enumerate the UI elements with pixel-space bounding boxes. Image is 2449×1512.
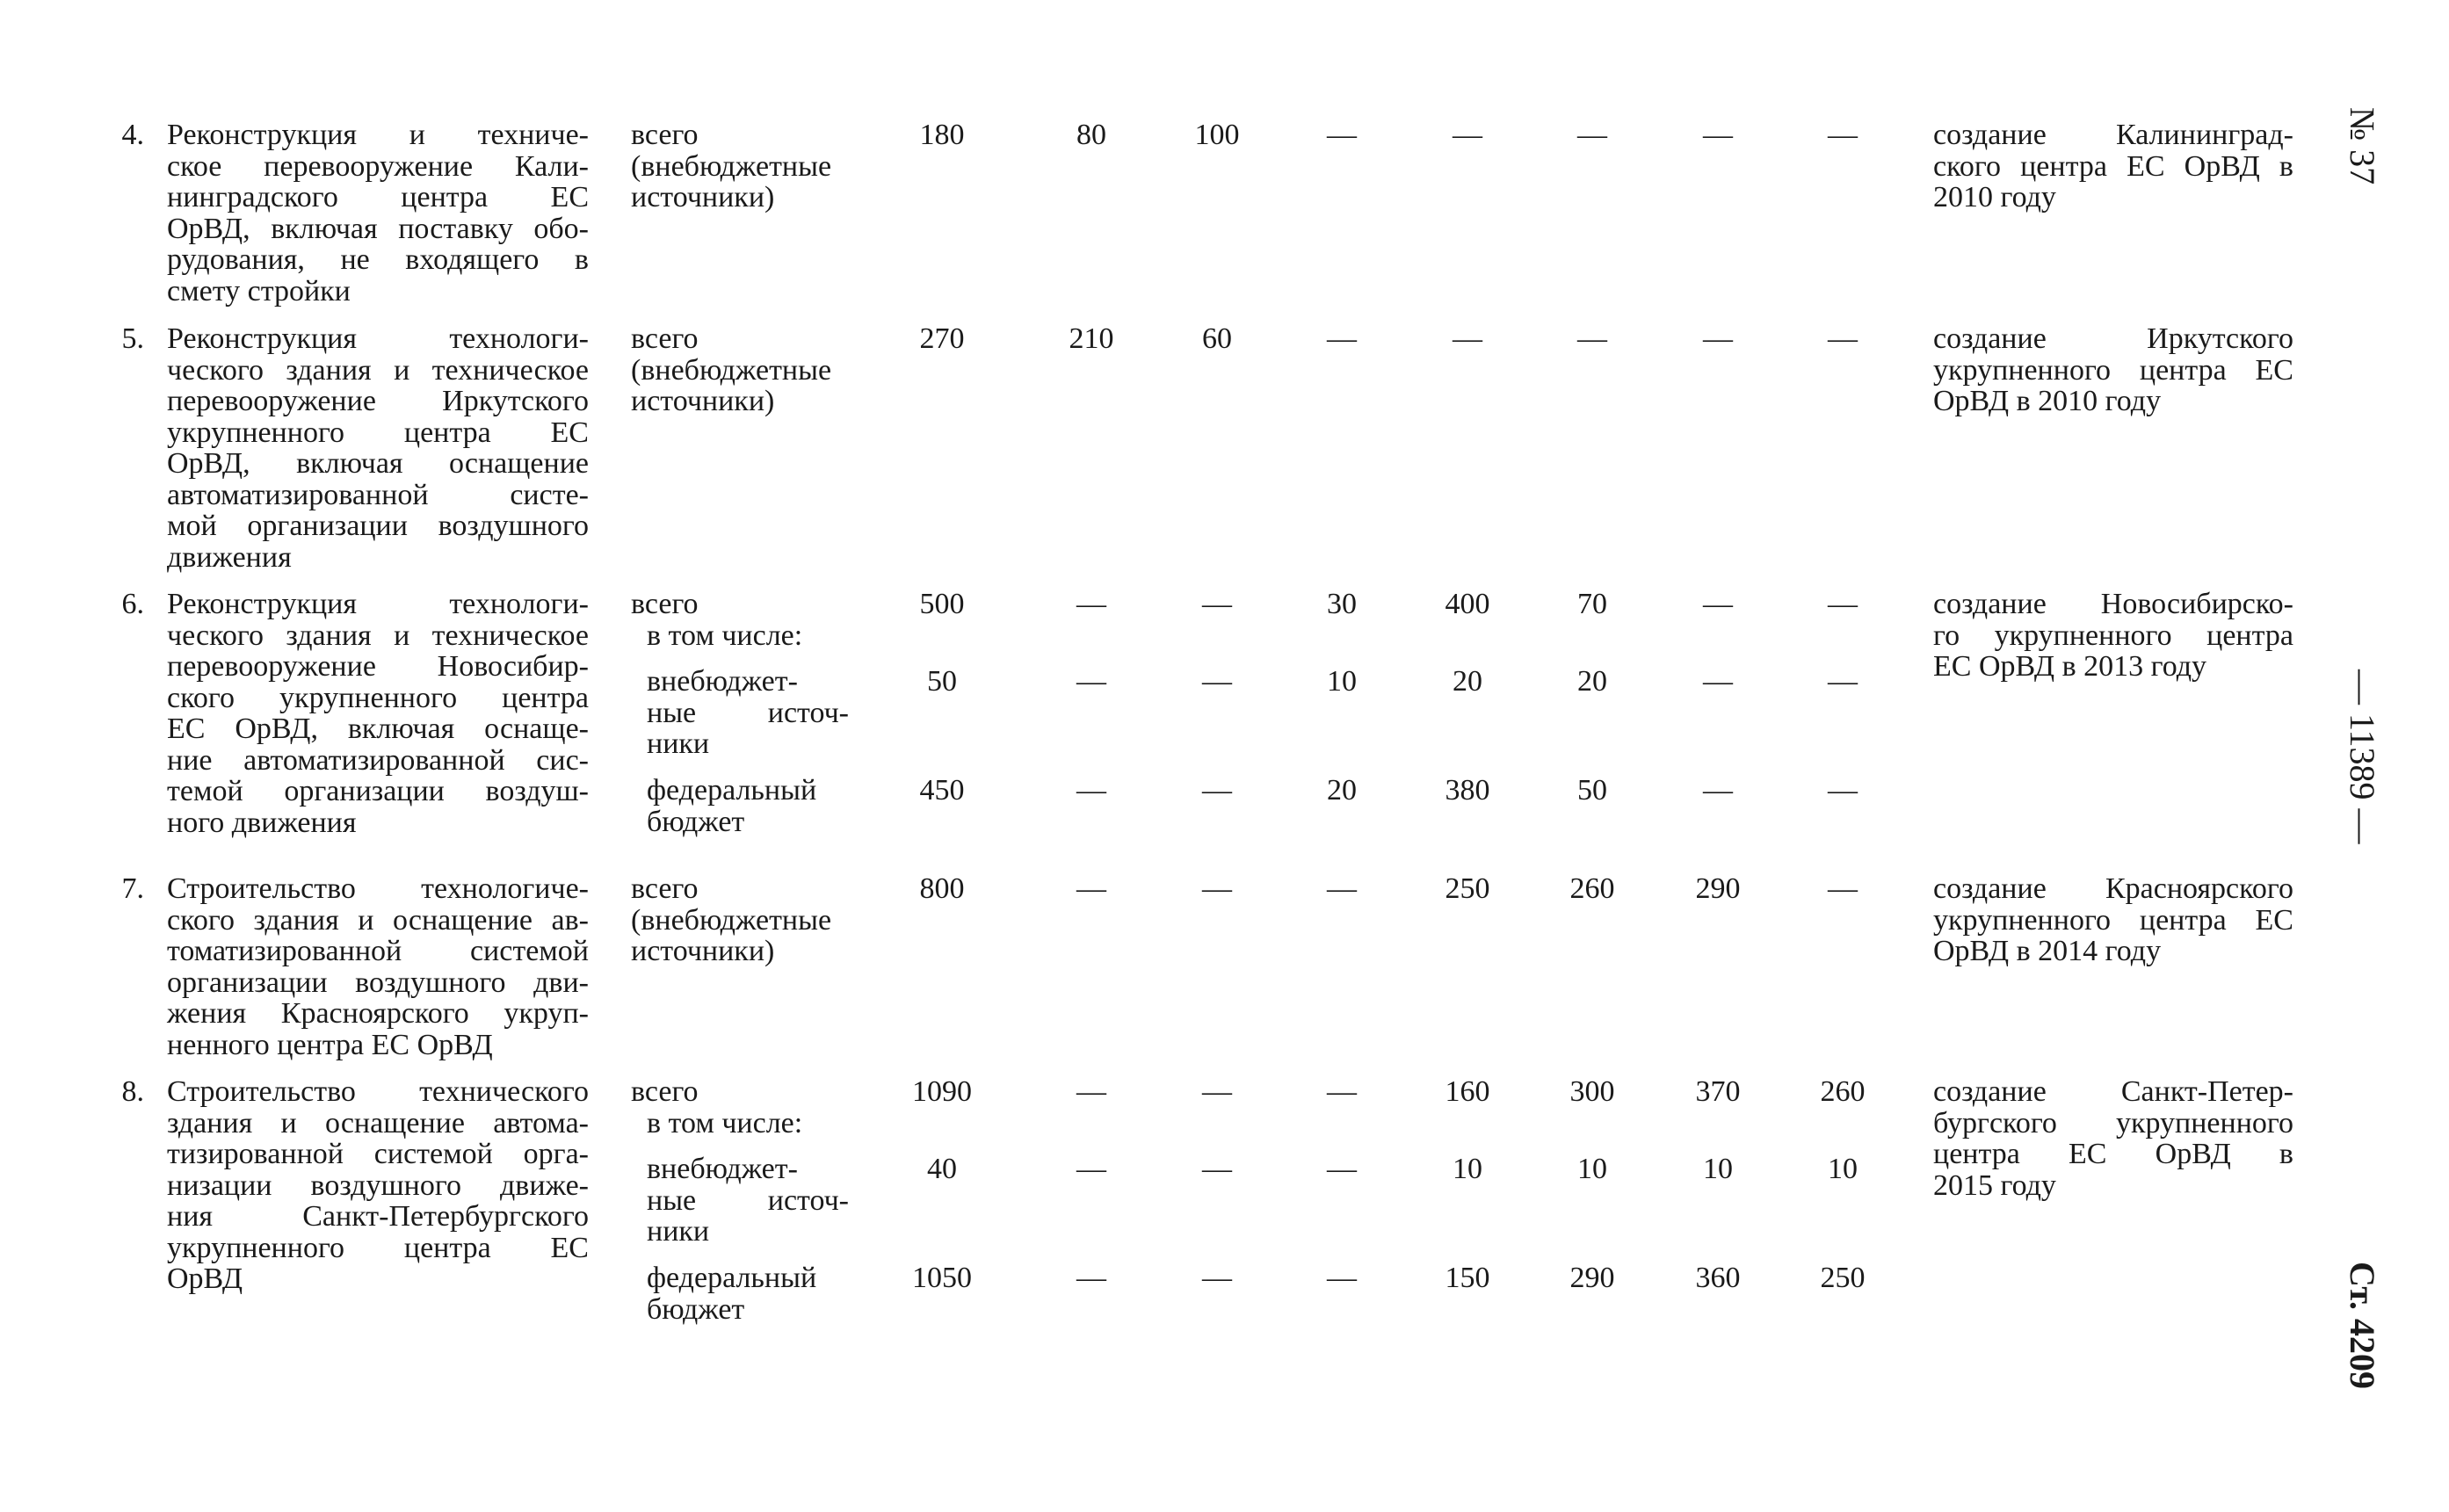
value-2012: 20 [1453,665,1482,698]
value-2009: — [1076,1153,1106,1185]
value-total: 50 [927,665,957,698]
subrow-label: внебюджет- ные источ- ники [647,665,849,760]
value-total: 450 [919,774,965,807]
article-number: Ст. 4209 [2343,1262,2382,1389]
value-2014: — [1703,588,1733,620]
row-description: Реконструкция технологи- ческого здания и техническое перевооружение Иркутского укрупненного центра ЕС ОрВД, включая оснащение автоматизированной систе- мой организации воздушного движения [167,322,589,574]
funding-source: всего (внебюджетные источники) [631,322,832,417]
value-2011: 20 [1327,774,1357,807]
value-2010: — [1202,774,1232,807]
value-2009: — [1076,1075,1106,1108]
funding-source: всего в том числе: [631,1075,803,1139]
value-2012: 150 [1445,1262,1490,1294]
value-2014: — [1703,665,1733,698]
expected-result: создание Красноярского укрупненного центра ЕС ОрВД в 2014 году [1933,872,2293,967]
value-2013: 50 [1577,774,1607,807]
value-2010: 100 [1194,119,1240,151]
value-2009: — [1076,588,1106,620]
value-2014: — [1703,774,1733,807]
value-2013: 10 [1577,1153,1607,1185]
value-2013: — [1577,119,1607,151]
value-2011: — [1327,872,1357,905]
value-2011: — [1327,1075,1357,1108]
value-2014: 10 [1703,1153,1733,1185]
value-2015: 260 [1820,1075,1866,1108]
value-2009: 80 [1076,119,1106,151]
value-total: 800 [919,872,965,905]
value-2015: — [1828,322,1858,355]
funding-source: всего в том числе: [631,588,803,652]
value-2009: 210 [1069,322,1114,355]
value-2012: 160 [1445,1075,1490,1108]
row-number: 6. [121,588,144,620]
value-2010: — [1202,1153,1232,1185]
row-number: 5. [121,322,144,355]
row-number: 8. [121,1075,144,1108]
value-2011: — [1327,119,1357,151]
value-2012: — [1453,322,1482,355]
value-2014: 370 [1695,1075,1741,1108]
value-2010: — [1202,1075,1232,1108]
value-2009: — [1076,665,1106,698]
value-total: 180 [919,119,965,151]
value-2011: — [1327,322,1357,355]
value-2010: — [1202,1262,1232,1294]
value-2014: 290 [1695,872,1741,905]
row-description: Строительство технологиче- ского здания и оснащение ав- томатизированной системой организации воздушного дви- жения Красноярского укруп- ненного центра ЕС ОрВД [167,872,589,1061]
value-2014: — [1703,119,1733,151]
value-2014: 360 [1695,1262,1741,1294]
value-2013: — [1577,322,1607,355]
value-2015: 250 [1820,1262,1866,1294]
value-2012: — [1453,119,1482,151]
value-2009: — [1076,774,1106,807]
value-2012: 250 [1445,872,1490,905]
page-number: — 11389 — [2343,669,2382,844]
value-2013: 70 [1577,588,1607,620]
row-description: Реконструкция технологи- ческого здания и техническое перевооружение Новосибир- ского укрупненного центра ЕС ОрВД, включая оснаще- ние автоматизированной сис- темой организации воздуш- ного движения [167,588,589,839]
expected-result: создание Санкт-Петер- бургского укрупненного центра ЕС ОрВД в 2015 году [1933,1075,2293,1202]
value-2012: 380 [1445,774,1490,807]
issue-number: № 37 [2343,107,2382,185]
value-2015: — [1828,774,1858,807]
value-2009: — [1076,872,1106,905]
value-2013: 290 [1569,1262,1615,1294]
value-2011: — [1327,1262,1357,1294]
value-2010: 60 [1202,322,1232,355]
value-2015: — [1828,588,1858,620]
row-description: Реконструкция и техниче- ское перевооружение Кали- нинградского центра ЕС ОрВД, включая поставку обо- рудования, не входящего в смету стройки [167,119,589,307]
value-2015: — [1828,665,1858,698]
value-total: 1090 [912,1075,972,1108]
value-total: 270 [919,322,965,355]
value-2014: — [1703,322,1733,355]
funding-source: всего (внебюджетные источники) [631,119,832,213]
value-2013: 20 [1577,665,1607,698]
value-2011: — [1327,1153,1357,1185]
value-total: 500 [919,588,965,620]
value-2010: — [1202,665,1232,698]
value-2010: — [1202,872,1232,905]
expected-result: создание Калининград- ского центра ЕС ОрВД в 2010 году [1933,119,2293,213]
row-number: 7. [121,872,144,905]
row-description: Строительство технического здания и оснащение автома- тизированной системой орга- низации воздушного движе- ния Санкт-Петербургского укрупненного центра ЕС ОрВД [167,1075,589,1295]
value-2012: 400 [1445,588,1490,620]
value-2010: — [1202,588,1232,620]
subrow-label: федеральный бюджет [647,1262,817,1326]
expected-result: создание Новосибирско- го укрупненного центра ЕС ОрВД в 2013 году [1933,588,2293,683]
value-total: 1050 [912,1262,972,1294]
value-2015: — [1828,119,1858,151]
funding-source: всего (внебюджетные источники) [631,872,832,967]
value-2013: 300 [1569,1075,1615,1108]
value-2015: — [1828,872,1858,905]
subrow-label: внебюджет- ные источ- ники [647,1153,849,1248]
row-number: 4. [121,119,144,151]
value-2013: 260 [1569,872,1615,905]
value-total: 40 [927,1153,957,1185]
value-2011: 10 [1327,665,1357,698]
value-2012: 10 [1453,1153,1482,1185]
value-2015: 10 [1828,1153,1858,1185]
expected-result: создание Иркутского укрупненного центра ЕС ОрВД в 2010 году [1933,322,2293,417]
value-2011: 30 [1327,588,1357,620]
value-2009: — [1076,1262,1106,1294]
subrow-label: федеральный бюджет [647,774,817,838]
